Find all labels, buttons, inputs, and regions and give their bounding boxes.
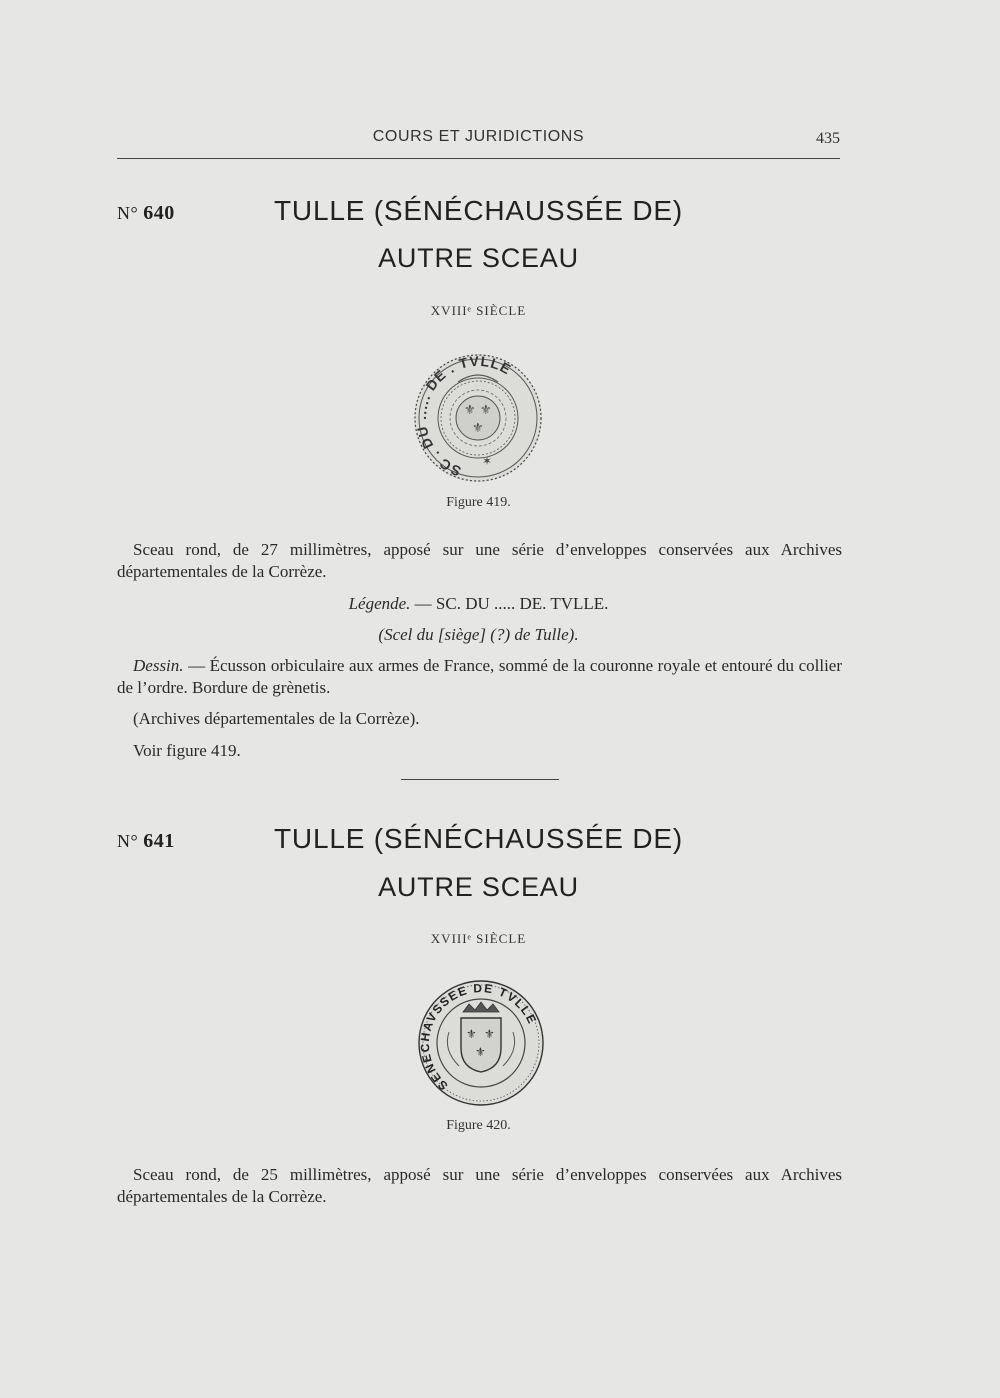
entry-number-label: N° <box>117 203 139 223</box>
seal-legend-text: SENECHAVSSEE DE TVLLE <box>417 981 540 1094</box>
entry-title: TULLE (SÉNÉCHAUSSÉE DE) <box>274 823 683 854</box>
seal-figure-419 <box>408 352 548 482</box>
svg-text:✶: ✶ <box>482 454 493 468</box>
legend-line <box>117 594 840 614</box>
entry-number-value: 641 <box>143 830 175 852</box>
figure-caption-420: Figure 420. <box>446 1118 511 1133</box>
legend-label: Légende. <box>348 594 411 613</box>
dessin-text: — Écusson orbiculaire aux armes de France, sommé de la couronne royale et entouré du collier de l’ordre. Bordure de grènetis. <box>117 656 842 697</box>
seal-figure-420 <box>413 976 549 1108</box>
svg-text:⚜: ⚜ <box>466 1027 477 1041</box>
entry-century: XVIIIᵉ SIÈCLE <box>430 303 527 318</box>
source-note: (Archives départementales de la Corrèze). <box>133 709 420 728</box>
header-rule <box>117 158 840 159</box>
entry-number-value: 640 <box>143 202 175 224</box>
dessin-label: Dessin. <box>133 656 184 675</box>
svg-text:⚜: ⚜ <box>472 421 484 436</box>
svg-text:⚜: ⚜ <box>480 403 492 418</box>
running-title: COURS ET JURIDICTIONS <box>372 128 585 145</box>
entry-subtitle: AUTRE SCEAU <box>378 243 579 273</box>
page-number: 435 <box>816 130 840 147</box>
seal-description-641: Sceau rond, de 25 millimètres, apposé sur une série d’enveloppes conservées aux Archives départementales de la Corrèze. <box>117 1165 842 1206</box>
legend-translation <box>117 625 840 645</box>
section-separator <box>401 779 559 780</box>
legend-text: — SC. DU ..... DE. TVLLE. <box>414 594 609 613</box>
entry-century: XVIIIᵉ SIÈCLE <box>430 931 527 946</box>
seal-legend-text: SC . DU ..... DE . TVLLE <box>413 352 515 480</box>
running-head <box>117 128 840 152</box>
entry-subtitle: AUTRE SCEAU <box>378 872 579 902</box>
see-figure-note: Voir figure 419. <box>133 741 241 760</box>
svg-text:⚜: ⚜ <box>484 1027 495 1041</box>
svg-text:⚜: ⚜ <box>475 1045 486 1059</box>
legend-translation-text: (Scel du [siège] (?) de Tulle). <box>378 625 579 644</box>
svg-text:⚜: ⚜ <box>464 403 476 418</box>
figure-caption-419: Figure 419. <box>446 495 511 510</box>
seal-description-640: Sceau rond, de 27 millimètres, apposé sur une série d’enveloppes conservées aux Archives départementales de la Corrèze. <box>117 540 842 581</box>
entry-number-label: N° <box>117 831 139 851</box>
dessin-paragraph <box>117 655 842 699</box>
entry-title: TULLE (SÉNÉCHAUSSÉE DE) <box>274 195 683 226</box>
